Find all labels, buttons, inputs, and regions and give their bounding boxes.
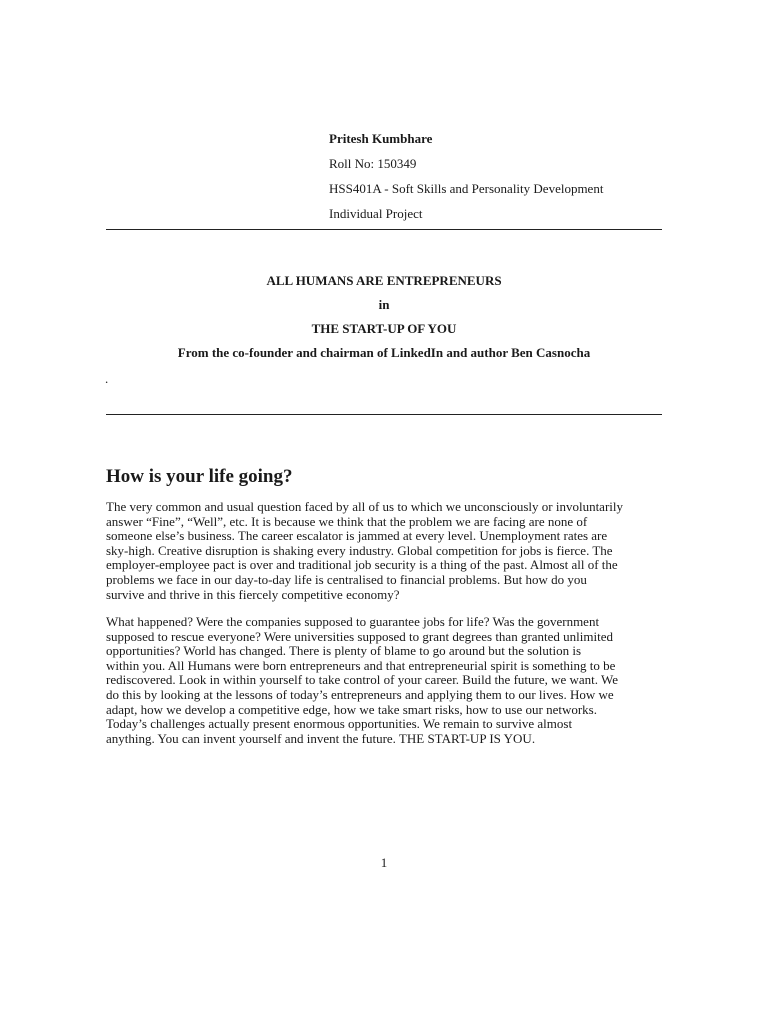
section-heading: How is your life going? <box>106 466 293 487</box>
paragraph-line: anything. You can invent yourself and invent the future. THE START-UP IS YOU. <box>106 730 536 746</box>
top-divider <box>106 229 662 230</box>
paragraph-line: employer-employee pact is over and traditional job security is a thing of the past. Almost all of the <box>106 557 618 573</box>
paragraph-line: within you. All Humans were born entrepreneurs and that entrepreneurial spirit is something to be <box>106 657 616 673</box>
paragraph-line: opportunities? World has changed. There is plenty of blame to go around but the solution is <box>106 643 582 659</box>
title-line-2: in <box>378 297 390 312</box>
paragraph-line: problems we face in our day-to-day life is centralised to financial problems. But how do you <box>106 571 587 587</box>
paragraph-line: answer “Fine”, “Well”, etc. It is because we think that the problem we are facing are none of <box>106 513 588 529</box>
title-line-1: ALL HUMANS ARE ENTREPRENEURS <box>266 273 502 288</box>
roll-number: Roll No: 150349 <box>329 156 417 171</box>
paragraph-1 <box>106 500 662 602</box>
stray-dot: . <box>105 371 109 386</box>
paragraph-line: Today’s challenges actually present enormous opportunities. We remain to survive almost <box>106 716 573 732</box>
project-type: Individual Project <box>329 206 423 221</box>
author-header <box>329 126 689 226</box>
paragraph-line: sky-high. Creative disruption is shaking every industry. Global competition for jobs is fierce. The <box>106 542 613 558</box>
paragraph-line: What happened? Were the companies supposed to guarantee jobs for life? Was the government <box>106 614 600 629</box>
author-name: Pritesh Kumbhare <box>329 131 433 146</box>
paragraph-line: rediscovered. Look in within yourself to take control of your career. Build the future, we want. We <box>106 672 619 688</box>
paragraph-line: do this by looking at the lessons of today’s entrepreneurs and applying them to our lives. How we <box>106 686 614 702</box>
paragraph-line: supposed to rescue everyone? Were universities supposed to grant degrees than granted unlimited <box>106 628 614 644</box>
page-number: 1 <box>380 855 388 870</box>
paragraph-line: survive and thrive in this fiercely competitive economy? <box>106 586 400 602</box>
paragraph-line: The very common and usual question faced by all of us to which we unconsciously or involuntarily <box>106 499 623 514</box>
paragraph-2 <box>106 615 662 746</box>
title-block <box>106 272 662 368</box>
bottom-divider <box>106 414 662 415</box>
title-line-3: THE START-UP OF YOU <box>311 321 457 336</box>
title-subtitle: From the co-founder and chairman of LinkedIn and author Ben Casnocha <box>177 345 591 360</box>
course-title: HSS401A - Soft Skills and Personality Development <box>329 181 604 196</box>
paragraph-line: someone else’s business. The career escalator is jammed at every level. Unemployment rates are <box>106 528 608 544</box>
paragraph-line: adapt, how we develop a competitive edge, how we take smart risks, how to use our networks. <box>106 701 597 717</box>
